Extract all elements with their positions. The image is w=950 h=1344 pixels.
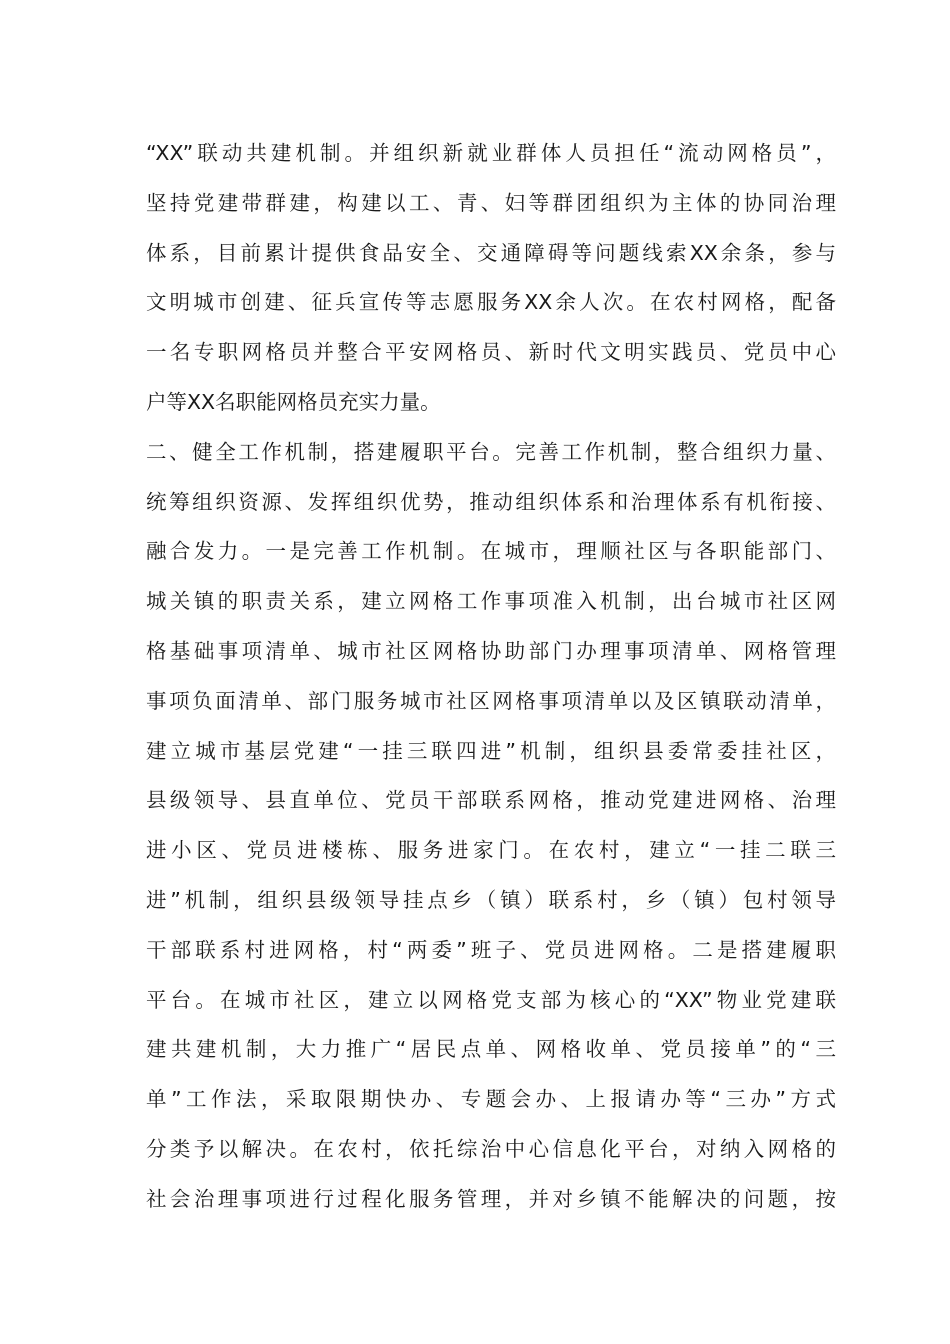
- text-line: 城关镇的职责关系，建立网格工作事项准入机制，出台城市社区网: [146, 589, 836, 614]
- section-heading-line: 二、健全工作机制，搭建履职平台。完善工作机制，整合组织力量、: [146, 439, 836, 464]
- text-line: 坚持党建带群建，构建以工、青、妇等群团组织为主体的协同治理: [146, 190, 836, 215]
- text-line: 一名专职网格员并整合平安网格员、新时代文明实践员、党员中心: [146, 340, 836, 365]
- text-line: 单”工作法，采取限期快办、专题会办、上报请办等“三办”方式: [146, 1087, 836, 1112]
- text-line: 分类予以解决。在农村，依托综治中心信息化平台，对纳入网格的: [146, 1136, 836, 1161]
- text-line: 建立城市基层党建“一挂三联四进”机制，组织县委常委挂社区，: [146, 738, 836, 763]
- text-line: 融合发力。一是完善工作机制。在城市，理顺社区与各职能部门、: [146, 539, 836, 564]
- text-line: 文明城市创建、征兵宣传等志愿服务XX余人次。在农村网格，配备: [146, 290, 836, 315]
- text-line: 平台。在城市社区，建立以网格党支部为核心的“XX”物业党建联: [146, 987, 836, 1012]
- text-line: 建共建机制，大力推广“居民点单、网格收单、党员接单”的“三: [146, 1037, 836, 1062]
- text-line: 进小区、党员进楼栋、服务进家门。在农村，建立“一挂二联三: [146, 838, 836, 863]
- text-line: 事项负面清单、部门服务城市社区网格事项清单以及区镇联动清单，: [146, 688, 836, 713]
- text-line: 干部联系村进网格，村“两委”班子、党员进网格。二是搭建履职: [146, 937, 836, 962]
- text-line: 体系，目前累计提供食品安全、交通障碍等问题线索XX余条，参与: [146, 240, 836, 265]
- text-line: 进”机制，组织县级领导挂点乡（镇）联系村，乡（镇）包村领导: [146, 887, 836, 912]
- text-line: 社会治理事项进行过程化服务管理，并对乡镇不能解决的问题，按: [146, 1186, 836, 1211]
- text-line: 统筹组织资源、发挥组织优势，推动组织体系和治理体系有机衔接、: [146, 489, 836, 514]
- text-line: 格基础事项清单、城市社区网格协助部门办理事项清单、网格管理: [146, 638, 836, 663]
- text-line: 户等XX名职能网格员充实力量。: [146, 389, 441, 414]
- text-line: 县级领导、县直单位、党员干部联系网格，推动党建进网格、治理: [146, 788, 836, 813]
- body-text: [146, 129, 836, 1225]
- text-line: “XX”联动共建机制。并组织新就业群体人员担任“流动网格员”，: [146, 141, 836, 165]
